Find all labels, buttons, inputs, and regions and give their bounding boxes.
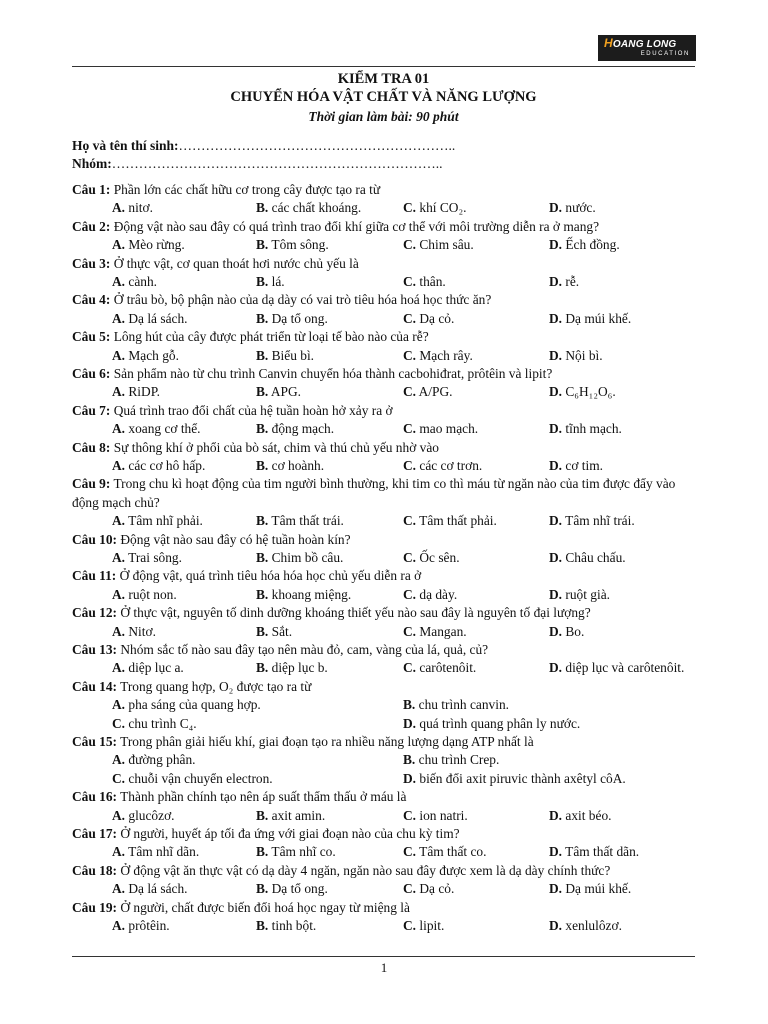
- question-text: Sự thông khí ở phổi của bò sát, chim và thú chủ yếu nhờ vào: [113, 439, 439, 455]
- option-row: [72, 199, 702, 217]
- question-text: Ở người, huyết áp tối đa ứng với giai đoạn nào của chu kỳ tim?: [120, 825, 460, 841]
- answer-option: A. pha sáng của quang hợp.: [112, 697, 261, 713]
- question-label: Câu 1:: [72, 182, 111, 197]
- answer-option: C. A/PG.: [403, 384, 453, 400]
- question: [72, 899, 702, 917]
- question: [72, 218, 702, 236]
- answer-option: C. Dạ cỏ.: [403, 881, 455, 897]
- question-text: Ở trâu bò, bộ phận nào của dạ dày có vai trò tiêu hóa hoá học thức ăn?: [113, 292, 492, 308]
- question: [72, 825, 702, 843]
- answer-option: B. Biểu bì.: [256, 347, 315, 363]
- question-text: Động vật nào sau đây có quá trình trao đổi khí giữa cơ thể với môi trường diễn ra ở mang?: [113, 218, 600, 234]
- answer-option: B. chu trình canvin.: [403, 697, 509, 713]
- question-label: Câu 12:: [72, 605, 118, 621]
- question: [72, 475, 702, 512]
- question: [72, 365, 702, 383]
- answer-option: B. Tâm nhĩ co.: [256, 844, 336, 860]
- question-text: Động vật nào sau đây có hệ tuần hoàn kín?: [120, 531, 351, 547]
- answer-option: D. Bo.: [549, 623, 585, 639]
- option-row: [72, 457, 702, 475]
- question-label: Câu 9:: [72, 476, 111, 492]
- question-label: Câu 14:: [72, 678, 118, 694]
- question-text: Thành phần chính tạo nên áp suất thẩm thấu ở máu là: [120, 789, 407, 805]
- question-text: Lông hút của cây được phát triển từ loại tế bào nào của rễ?: [113, 329, 429, 345]
- answer-option: A. Tâm nhĩ dãn.: [112, 844, 200, 860]
- question-text: Trong chu kì hoạt động của tim người bình thường, khi tim co thì máu từ ngăn nào của tim được đẩy vào động mạch chủ?: [72, 476, 676, 510]
- question-label: Câu 11:: [72, 568, 117, 584]
- answer-option: D. quá trình quang phân ly nước.: [403, 715, 581, 731]
- question-label: Câu 13:: [72, 641, 118, 657]
- answer-option: B. cơ hoành.: [256, 457, 325, 473]
- answer-option: C. Mangan.: [403, 623, 467, 639]
- question-text: Trong phân giải hiếu khí, giai đoạn tạo ra nhiều năng lượng dạng ATP nhất là: [120, 733, 534, 749]
- answer-option: B. Dạ tổ ong.: [256, 881, 328, 897]
- answer-option: C. Ốc sên.: [403, 549, 460, 565]
- answer-option: A. RiDP.: [112, 384, 161, 400]
- answer-option: D. rễ.: [549, 274, 580, 289]
- answer-option: B. lá.: [256, 274, 285, 289]
- question-label: Câu 17:: [72, 825, 118, 841]
- exam-header: [72, 70, 695, 126]
- answer-option: C. khí CO₂.: [403, 200, 467, 216]
- question: [72, 678, 702, 696]
- answer-option: C. ion natri.: [403, 807, 468, 823]
- answer-option: A. Nitơ.: [112, 623, 156, 639]
- logo-name: HOANG LONG: [604, 36, 677, 50]
- question-label: Câu 16:: [72, 789, 118, 805]
- answer-option: B. axit amin.: [256, 807, 326, 823]
- option-row: [72, 236, 702, 254]
- option-row: [72, 696, 702, 714]
- question-text: Phần lớn các chất hữu cơ trong cây được tạo ra từ: [113, 182, 381, 197]
- answer-option: A. Mạch gỗ.: [112, 347, 179, 363]
- question: [72, 862, 702, 880]
- option-row: [72, 586, 702, 604]
- question-label: Câu 2:: [72, 218, 111, 234]
- answer-option: A. Mèo rừng.: [112, 237, 185, 253]
- answer-option: B. Chim bồ câu.: [256, 549, 344, 565]
- answer-option: C. Dạ cỏ.: [403, 310, 455, 326]
- option-row: [72, 549, 702, 567]
- answer-option: B. Tâm thất trái.: [256, 513, 344, 529]
- answer-option: D. axit béo.: [549, 807, 612, 823]
- answer-option: B. Sắt.: [256, 623, 293, 639]
- question-text: Trong quang hợp, O₂ được tạo ra từ: [120, 678, 312, 694]
- option-row: [72, 880, 702, 898]
- answer-option: C. chu trình C₄.: [112, 715, 197, 731]
- answer-option: B. chu trình Crep.: [403, 752, 500, 768]
- option-row: [72, 623, 702, 641]
- question: [72, 567, 702, 585]
- question: [72, 439, 702, 457]
- question-label: Câu 6:: [72, 365, 111, 381]
- answer-option: D. C₆H₁₂O₆.: [549, 384, 616, 400]
- answer-option: C. lipit.: [403, 917, 445, 933]
- answer-option: D. diệp lục và carôtenôit.: [549, 660, 685, 676]
- exam-subtitle: CHUYỂN HÓA VẬT CHẤT VÀ NĂNG LƯỢNG: [230, 89, 537, 105]
- question-label: Câu 4:: [72, 292, 111, 308]
- answer-option: B. APG.: [256, 384, 302, 400]
- question: [72, 788, 702, 806]
- option-row: [72, 347, 702, 365]
- student-info: [72, 137, 455, 173]
- exam-title: KIỂM TRA 01: [337, 71, 430, 87]
- question: [72, 641, 702, 659]
- question-label: Câu 15:: [72, 733, 118, 749]
- answer-option: A. diệp lục a.: [112, 660, 184, 676]
- answer-option: A. glucôzơ.: [112, 807, 175, 823]
- answer-option: B. diệp lục b.: [256, 660, 328, 676]
- answer-option: A. ruột non.: [112, 586, 177, 602]
- option-row: [72, 420, 702, 438]
- answer-option: C. carôtenôit.: [403, 660, 477, 676]
- answer-option: D. cơ tim.: [549, 457, 603, 473]
- question-label: Câu 18:: [72, 862, 118, 878]
- answer-option: A. các cơ hô hấp.: [112, 457, 206, 473]
- group-label: Nhóm:: [72, 156, 112, 171]
- answer-option: D. tĩnh mạch.: [549, 421, 622, 437]
- answer-option: D. ruột già.: [549, 586, 611, 602]
- question-text: Ở thực vật, cơ quan thoát hơi nước chủ yếu là: [113, 255, 359, 271]
- top-rule: [72, 66, 695, 67]
- logo-subtitle: EDUCATION: [640, 51, 690, 57]
- question-text: Ở thực vật, nguyên tố dinh dưỡng khoáng thiết yếu nào sau đây là nguyên tố đại lượng?: [120, 605, 591, 621]
- answer-option: A. đường phân.: [112, 752, 196, 768]
- answer-option: D. biến đổi axit piruvic thành axêtyl côA.: [403, 770, 626, 786]
- option-row: [72, 383, 702, 401]
- question: [72, 291, 702, 309]
- answer-option: A. Trai sông.: [112, 549, 182, 565]
- answer-option: C. Tâm thất phải.: [403, 513, 497, 529]
- answer-option: B. động mạch.: [256, 421, 335, 437]
- answer-option: B. các chất khoáng.: [256, 200, 362, 216]
- question-text: Ở động vật, quá trình tiêu hóa hóa học chủ yếu diễn ra ở: [119, 568, 422, 584]
- question: [72, 402, 702, 420]
- page-number: 1: [380, 960, 388, 975]
- answer-option: A. Dạ lá sách.: [112, 881, 188, 897]
- answer-option: B. Tôm sông.: [256, 237, 329, 253]
- bottom-rule: [72, 956, 695, 957]
- answer-option: D. Tâm nhĩ trái.: [549, 513, 635, 529]
- question-label: Câu 8:: [72, 439, 111, 455]
- question-list: [72, 181, 702, 935]
- answer-option: D. Ếch đồng.: [549, 237, 620, 253]
- question-text: Ở người, chất được biến đổi hoá học ngay từ miệng là: [120, 899, 410, 915]
- option-row: [72, 273, 702, 291]
- answer-option: D. Dạ múi khế.: [549, 881, 632, 897]
- question: [72, 255, 702, 273]
- question: [72, 328, 702, 346]
- option-row: [72, 310, 702, 328]
- question: [72, 733, 702, 751]
- question-label: Câu 7:: [72, 402, 111, 418]
- name-dots: ……………………………………………………..: [178, 138, 456, 153]
- exam-time: Thời gian làm bài: 90 phút: [308, 109, 459, 124]
- answer-option: B. Dạ tổ ong.: [256, 310, 328, 326]
- answer-option: C. Chim sâu.: [403, 237, 474, 253]
- answer-option: C. mao mạch.: [403, 421, 479, 437]
- answer-option: C. dạ dày.: [403, 586, 458, 602]
- answer-option: A. nitơ.: [112, 200, 153, 216]
- answer-option: B. tinh bột.: [256, 917, 317, 933]
- answer-option: C. Mạch rây.: [403, 347, 473, 363]
- answer-option: D. Châu chấu.: [549, 549, 626, 565]
- option-row: [72, 715, 702, 733]
- question: [72, 531, 702, 549]
- question-label: Câu 5:: [72, 329, 111, 345]
- question: [72, 604, 702, 622]
- option-row: [72, 512, 702, 530]
- answer-option: A. Dạ lá sách.: [112, 310, 188, 326]
- answer-option: A. cành.: [112, 274, 158, 289]
- question-label: Câu 19:: [72, 899, 118, 915]
- question-text: Sản phẩm nào từ chu trình Canvin chuyển hóa thành cacbohiđrat, prôtêin và lipit?: [113, 365, 553, 381]
- option-row: [72, 659, 702, 677]
- option-row: [72, 807, 702, 825]
- option-row: [72, 843, 702, 861]
- answer-option: B. khoang miệng.: [256, 586, 352, 602]
- answer-option: A. Tâm nhĩ phải.: [112, 513, 203, 529]
- answer-option: D. nước.: [549, 200, 596, 216]
- question: [72, 181, 702, 199]
- question-text: Ở động vật ăn thực vật có dạ dày 4 ngăn, ngăn nào sau đây được xem là dạ dày chính thức?: [120, 862, 611, 878]
- answer-option: D. Nội bì.: [549, 347, 603, 363]
- answer-option: A. prôtêin.: [112, 917, 170, 933]
- answer-option: D. Dạ múi khế.: [549, 310, 632, 326]
- answer-option: C. các cơ trơn.: [403, 457, 483, 473]
- answer-option: D. xenlulôzơ.: [549, 917, 622, 933]
- answer-option: C. thân.: [403, 274, 446, 289]
- hoang-long-logo: [598, 35, 696, 61]
- group-dots: ………………………………………………………………..: [111, 156, 443, 171]
- option-row: [72, 751, 702, 769]
- question-label: Câu 10:: [72, 531, 118, 547]
- question-label: Câu 3:: [72, 255, 111, 271]
- question-text: Quá trình trao đổi chất của hệ tuần hoàn hở xảy ra ở: [113, 402, 393, 418]
- answer-option: A. xoang cơ thể.: [112, 421, 201, 437]
- name-label: Họ và tên thí sinh:: [72, 138, 179, 153]
- answer-option: C. chuỗi vận chuyển electron.: [112, 770, 273, 786]
- option-row: [72, 770, 702, 788]
- answer-option: C. Tâm thất co.: [403, 844, 487, 860]
- answer-option: D. Tâm thất dãn.: [549, 844, 640, 860]
- option-row: [72, 917, 702, 935]
- question-text: Nhóm sắc tố nào sau đây tạo nên màu đỏ, cam, vàng của lá, quả, củ?: [120, 641, 489, 657]
